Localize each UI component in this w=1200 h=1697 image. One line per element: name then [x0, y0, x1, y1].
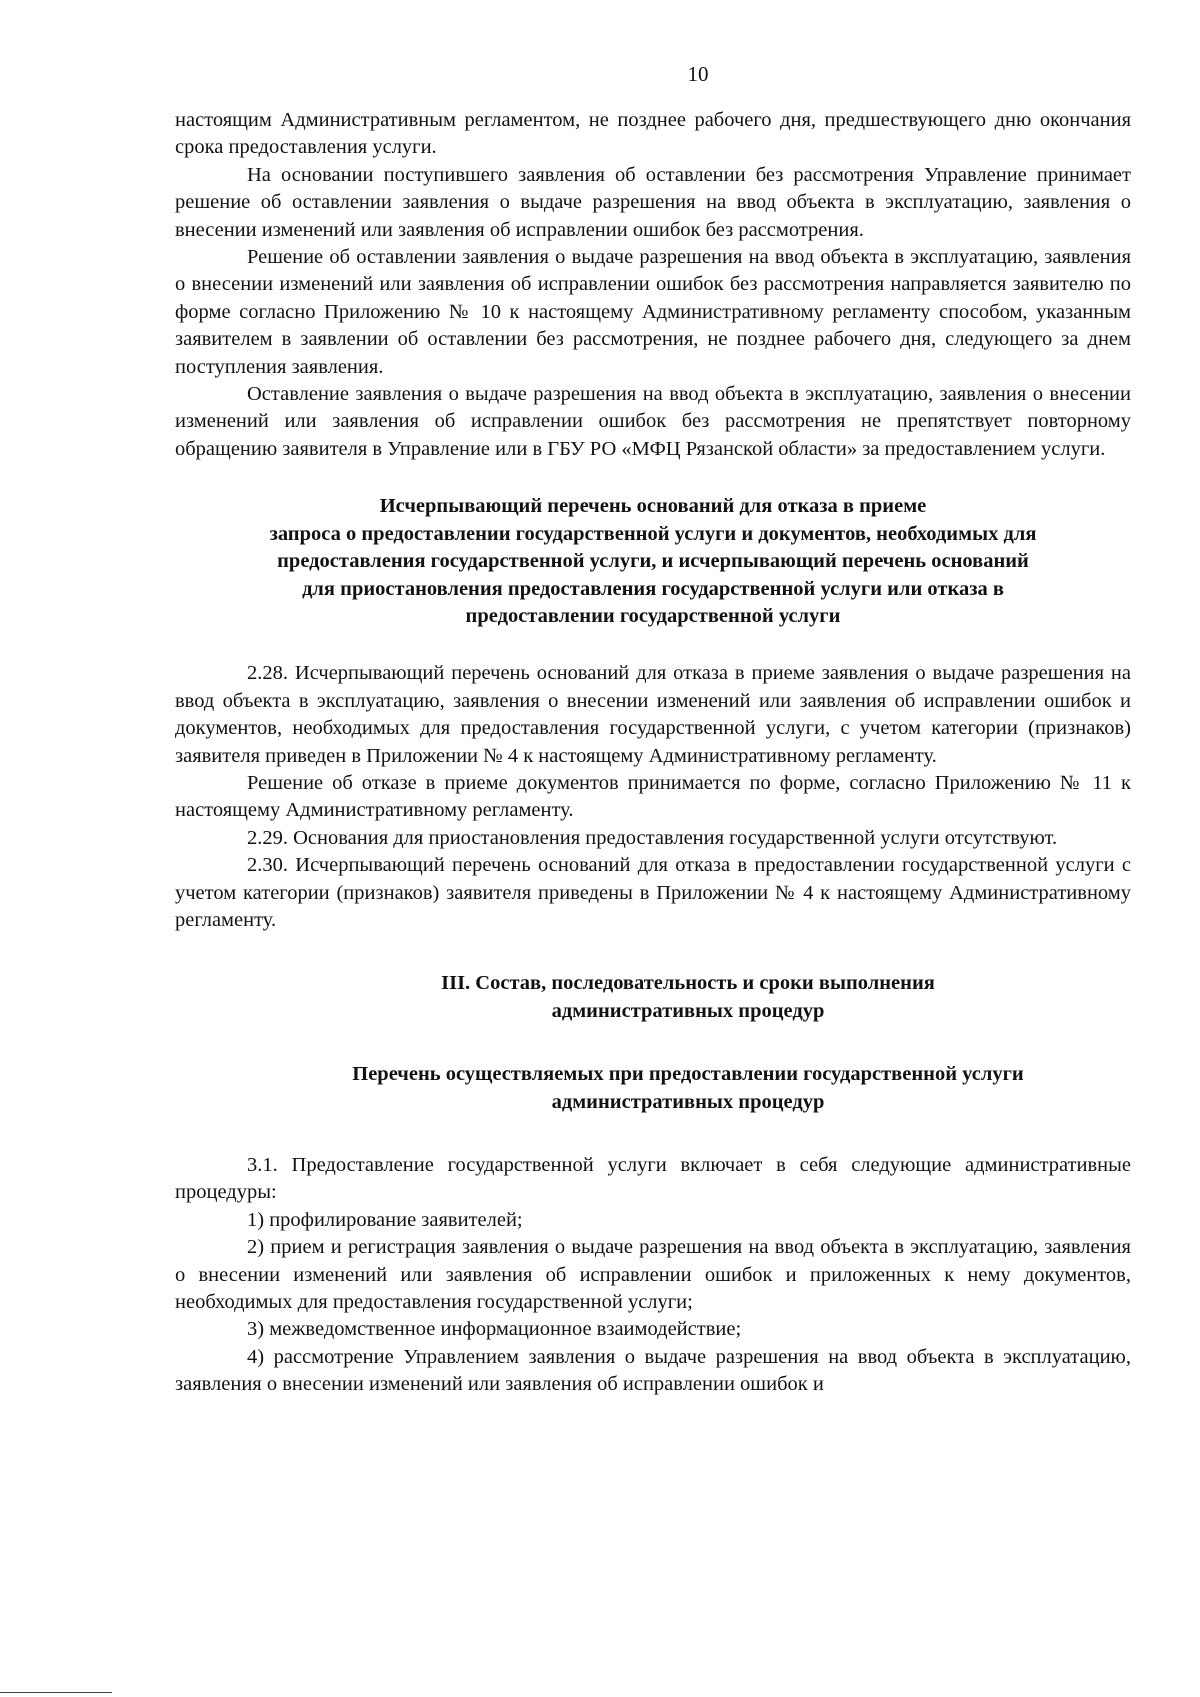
paragraph: На основании поступившего заявления об оставлении без рассмотрения Управление принимает решение об оставлении заявления о выдаче разрешения на ввод объекта в эксплуатацию, заявления о внесении изменений или заявления об исправлении ошибок без рассмотрения.	[175, 163, 1131, 241]
heading-line: Перечень осуществляемых при предоставлении государственной услуги	[352, 1063, 1024, 1086]
heading-line: административных процедур	[551, 1090, 825, 1113]
list-item: 3) межведомственное информационное взаимодействие;	[247, 1318, 742, 1341]
list-item: 1) профилирование заявителей;	[247, 1208, 523, 1231]
list-item: 4) рассмотрение Управлением заявления о выдаче разрешения на ввод объекта в эксплуатацию, заявления о внесении изменений или заявления об исправлении ошибок и	[175, 1345, 1131, 1396]
paragraph-2-28: 2.28. Исчерпывающий перечень оснований для отказа в приеме заявления о выдаче разрешения на ввод объекта в эксплуатацию, заявления о внесении изменений или заявления об исправлении ошибок и документов, необходимых для предоставления государственной услуги, с учетом категории (признаков) заявителя приведен в Приложении № 4 к настоящему Административному регламенту.	[175, 662, 1131, 767]
heading-line: административных процедур	[551, 999, 825, 1022]
document-page	[175, 62, 1131, 1399]
page-number: 10	[687, 62, 709, 86]
list-item: 2) прием и регистрация заявления о выдаче разрешения на ввод объекта в эксплуатацию, заявления о внесении изменений или заявления об исправлении ошибок и приложенных к нему документов, необходимых для предоставления государственной услуги;	[175, 1236, 1131, 1314]
section-heading-iii	[175, 970, 1131, 1025]
paragraph: Решение об отказе в приеме документов принимается по форме, согласно Приложению № 11 к настоящему Административному регламенту.	[175, 771, 1131, 822]
heading-line: предоставлении государственной услуги	[465, 604, 841, 627]
paragraph-continuation: настоящим Административным регламентом, не позднее рабочего дня, предшествующего дню окончания срока предоставления услуги.	[175, 109, 1131, 159]
paragraph-2-29: 2.29. Основания для приостановления предоставления государственной услуги отсутствуют.	[247, 826, 1058, 849]
heading-line: III. Состав, последовательность и сроки выполнения	[441, 972, 935, 995]
subsection-heading-procedures	[175, 1061, 1131, 1116]
paragraph-2-30: 2.30. Исчерпывающий перечень оснований для отказа в предоставлении государственной услуги с учетом категории (признаков) заявителя приведены в Приложении № 4 к настоящему Административному регламенту.	[175, 854, 1131, 931]
heading-line: для приостановления предоставления государственной услуги или отказа в	[302, 577, 1004, 600]
heading-line: Исчерпывающий перечень оснований для отказа в приеме	[379, 495, 927, 518]
paragraph: Решение об оставлении заявления о выдаче разрешения на ввод объекта в эксплуатацию, заявления о внесении изменений или заявления об исправлении ошибок без рассмотрения направляется заявителю по форме согласно Приложению № 10 к настоящему Административному регламенту способом, указанным заявителем в заявлении об оставлении без рассмотрения, не позднее рабочего дня, следующего за днем поступления заявления.	[175, 246, 1131, 378]
heading-line: предоставления государственной услуги, и исчерпывающий перечень оснований	[277, 550, 1029, 573]
paragraph: Оставление заявления о выдаче разрешения на ввод объекта в эксплуатацию, заявления о внесении изменений или заявления об исправлении ошибок без рассмотрения не препятствует повторному обращению заявителя в Управление или в ГБУ РО «МФЦ Рязанской области» за предоставлением услуги.	[175, 383, 1131, 460]
section-heading-refusal-grounds	[175, 493, 1131, 630]
paragraph-3-1: 3.1. Предоставление государственной услуги включает в себя следующие административные процедуры:	[175, 1154, 1131, 1204]
footer-rule	[0, 1692, 112, 1693]
heading-line: запроса о предоставлении государственной услуги и документов, необходимых для	[269, 522, 1037, 545]
